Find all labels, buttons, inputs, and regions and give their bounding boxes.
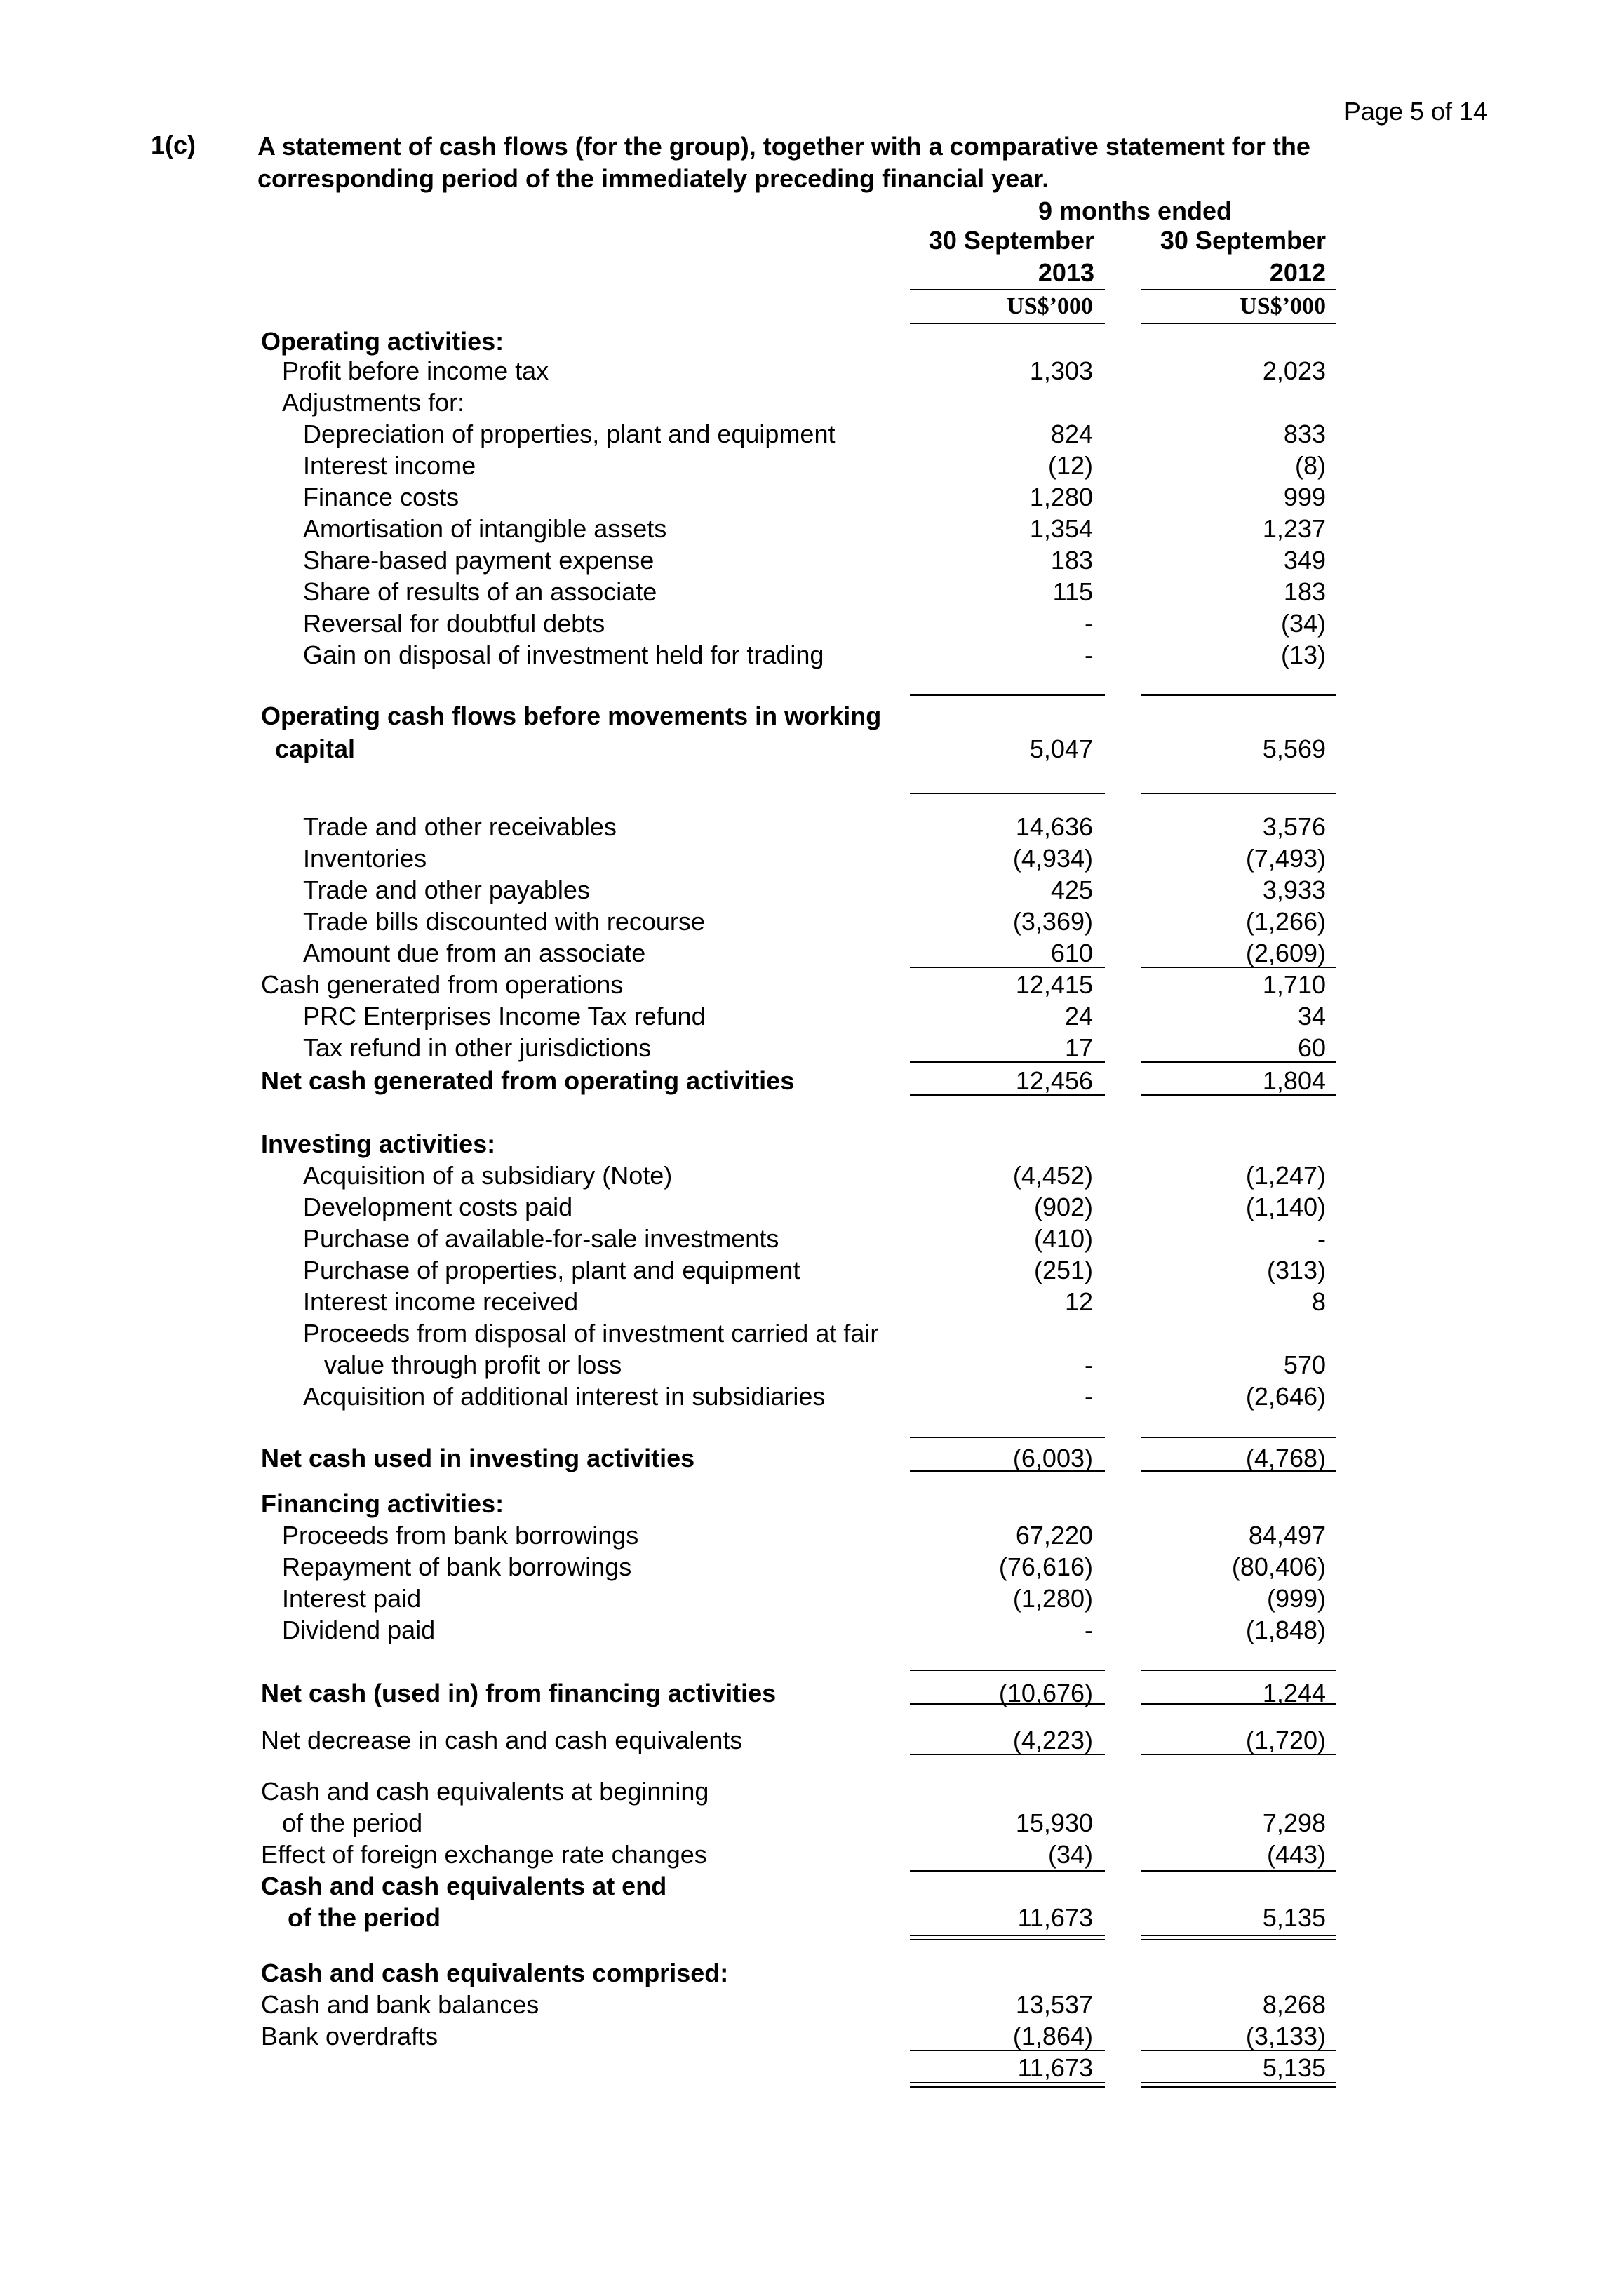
value-2013: 1,354 xyxy=(1029,514,1093,543)
value-2012: 1,244 xyxy=(1262,1679,1326,1707)
value-2012: (1,848) xyxy=(1245,1616,1326,1644)
row-label: Acquisition of a subsidiary (Note) xyxy=(303,1161,673,1190)
value-2012: 3,933 xyxy=(1262,875,1326,904)
column-2-unit: US$’000 xyxy=(1240,293,1326,319)
value-2013: (4,452) xyxy=(1012,1161,1093,1190)
value-2013: - xyxy=(1085,1382,1093,1411)
value-2012: 5,135 xyxy=(1262,2053,1326,2082)
total-rule xyxy=(910,1670,1105,1671)
value-2012: 5,569 xyxy=(1262,734,1326,763)
value-2012: 570 xyxy=(1283,1350,1326,1379)
total-rule xyxy=(910,1703,1105,1705)
column-2-date: 30 September xyxy=(1160,226,1326,255)
value-2012: (7,493) xyxy=(1245,844,1326,873)
row-label: Dividend paid xyxy=(282,1616,436,1644)
row-label: Investing activities: xyxy=(261,1129,496,1158)
double-rule xyxy=(910,1939,1105,1940)
header-rule xyxy=(1141,323,1336,324)
value-2012: 1,804 xyxy=(1262,1066,1326,1095)
total-rule xyxy=(1141,1470,1336,1472)
row-label: Finance costs xyxy=(303,483,459,511)
row-label: Effect of foreign exchange rate changes xyxy=(261,1840,707,1869)
total-rule xyxy=(1141,1703,1336,1705)
row-label: Amortisation of intangible assets xyxy=(303,514,667,543)
header-rule xyxy=(910,289,1105,290)
period-header: 9 months ended xyxy=(1038,196,1233,225)
value-2012: (313) xyxy=(1266,1256,1326,1284)
value-2012: (1,720) xyxy=(1245,1726,1326,1754)
statement-heading: A statement of cash flows (for the group), together with a comparative statement for the corresponding period of the immediately preceding financial year. xyxy=(257,132,1310,193)
row-label: Development costs paid xyxy=(303,1193,573,1221)
row-label: Inventories xyxy=(303,844,427,873)
value-2013: 183 xyxy=(1050,546,1093,575)
value-2013: - xyxy=(1085,609,1093,638)
value-2012: 5,135 xyxy=(1262,1903,1326,1932)
double-rule xyxy=(910,2086,1105,2088)
row-label: Net cash generated from operating activities xyxy=(261,1066,795,1095)
row-label: Profit before income tax xyxy=(282,356,549,385)
row-label: Trade bills discounted with recourse xyxy=(303,907,705,936)
total-rule xyxy=(910,1870,1105,1872)
double-rule xyxy=(910,1935,1105,1936)
value-2012: (2,646) xyxy=(1245,1382,1326,1411)
value-2012: 84,497 xyxy=(1248,1521,1326,1550)
value-2013: (12) xyxy=(1047,451,1093,480)
value-2012: (1,140) xyxy=(1245,1193,1326,1221)
row-label: PRC Enterprises Income Tax refund xyxy=(303,1002,706,1030)
value-2013: 115 xyxy=(1052,577,1093,606)
row-label: Tax refund in other jurisdictions xyxy=(303,1033,652,1062)
double-rule xyxy=(1141,2086,1336,2088)
value-2012: 999 xyxy=(1283,483,1326,511)
value-2012: (34) xyxy=(1280,609,1326,638)
value-2013: (410) xyxy=(1033,1224,1093,1253)
total-rule xyxy=(1141,1437,1336,1438)
row-label: Adjustments for: xyxy=(282,388,465,417)
row-label: Bank overdrafts xyxy=(261,2022,438,2050)
row-label: Operating cash flows before movements in working xyxy=(261,701,882,730)
value-2012: (8) xyxy=(1295,451,1326,480)
row-label: Interest income received xyxy=(303,1287,579,1316)
value-2012: 349 xyxy=(1283,546,1326,575)
value-2012: 7,298 xyxy=(1262,1808,1326,1837)
total-rule xyxy=(1141,1094,1336,1096)
value-2012: - xyxy=(1317,1224,1326,1253)
row-label: Operating activities: xyxy=(261,327,504,356)
total-rule xyxy=(910,2050,1105,2051)
value-2012: 34 xyxy=(1297,1002,1326,1030)
row-label: of the period xyxy=(288,1903,441,1932)
row-label: Trade and other receivables xyxy=(303,812,617,841)
value-2012: 8,268 xyxy=(1262,1990,1326,2019)
value-2013: 425 xyxy=(1050,875,1093,904)
row-label: of the period xyxy=(282,1808,423,1837)
section-number: 1(c) xyxy=(151,130,196,159)
total-rule xyxy=(1141,967,1336,968)
value-2013: (1,280) xyxy=(1012,1584,1093,1613)
value-2012: 1,710 xyxy=(1262,970,1326,999)
row-label: Amount due from an associate xyxy=(303,939,646,967)
row-label: Purchase of properties, plant and equipment xyxy=(303,1256,800,1284)
value-2013: 17 xyxy=(1064,1033,1093,1062)
value-2013: 1,280 xyxy=(1029,483,1093,511)
row-label: Cash and bank balances xyxy=(261,1990,539,2019)
total-rule xyxy=(1141,1870,1336,1872)
value-2013: (34) xyxy=(1047,1840,1093,1869)
value-2013: 5,047 xyxy=(1029,734,1093,763)
row-label: Trade and other payables xyxy=(303,875,590,904)
column-1-date: 30 September xyxy=(928,226,1094,255)
double-rule xyxy=(1141,2082,1336,2083)
total-rule xyxy=(1141,2050,1336,2051)
value-2013: 12,415 xyxy=(1015,970,1093,999)
double-rule xyxy=(910,2082,1105,2083)
total-rule xyxy=(910,1437,1105,1438)
value-2013: 24 xyxy=(1064,1002,1093,1030)
row-label: capital xyxy=(275,734,356,763)
row-label: Acquisition of additional interest in subsidiaries xyxy=(303,1382,826,1411)
column-1-unit: US$’000 xyxy=(1007,293,1093,319)
value-2013: 12 xyxy=(1064,1287,1093,1316)
value-2012: 8 xyxy=(1311,1287,1326,1316)
row-label: Interest paid xyxy=(282,1584,422,1613)
column-1-year: 2013 xyxy=(1038,258,1094,287)
value-2012: (80,406) xyxy=(1231,1552,1326,1581)
value-2013: 15,930 xyxy=(1015,1808,1093,1837)
page-number: Page 5 of 14 xyxy=(1343,97,1487,126)
double-rule xyxy=(1141,1939,1336,1940)
header-rule xyxy=(910,323,1105,324)
total-rule xyxy=(1141,1061,1336,1063)
row-label: Depreciation of properties, plant and equipment xyxy=(303,419,836,448)
total-rule xyxy=(910,1470,1105,1472)
value-2013: 11,673 xyxy=(1017,1903,1093,1932)
value-2012: (1,266) xyxy=(1245,907,1326,936)
total-rule xyxy=(1141,1754,1336,1755)
value-2012: 2,023 xyxy=(1262,356,1326,385)
header-rule xyxy=(1141,289,1336,290)
row-label: Repayment of bank borrowings xyxy=(282,1552,632,1581)
value-2012: 3,576 xyxy=(1262,812,1326,841)
total-rule xyxy=(1141,1670,1336,1671)
value-2013: 1,303 xyxy=(1029,356,1093,385)
value-2012: (443) xyxy=(1266,1840,1326,1869)
value-2013: - xyxy=(1085,1616,1093,1644)
value-2013: 824 xyxy=(1050,419,1093,448)
value-2013: (4,934) xyxy=(1012,844,1093,873)
value-2012: (13) xyxy=(1280,640,1326,669)
value-2013: (1,864) xyxy=(1012,2022,1093,2050)
total-rule xyxy=(910,1754,1105,1755)
total-rule xyxy=(1141,694,1336,696)
row-label: Net decrease in cash and cash equivalents xyxy=(261,1726,743,1754)
value-2012: 833 xyxy=(1283,419,1326,448)
row-label: Interest income xyxy=(303,451,476,480)
row-label: Net cash (used in) from financing activities xyxy=(261,1679,777,1707)
row-label: Proceeds from disposal of investment carried at fair xyxy=(303,1319,879,1348)
value-2012: (1,247) xyxy=(1245,1161,1326,1190)
value-2012: (3,133) xyxy=(1245,2022,1326,2050)
total-rule xyxy=(910,967,1105,968)
value-2013: 12,456 xyxy=(1015,1066,1093,1095)
value-2013: (76,616) xyxy=(998,1552,1093,1581)
value-2013: (10,676) xyxy=(998,1679,1093,1707)
double-rule xyxy=(1141,1935,1336,1936)
value-2012: (2,609) xyxy=(1245,939,1326,967)
value-2013: (3,369) xyxy=(1012,907,1093,936)
row-label: Financing activities: xyxy=(261,1489,504,1518)
value-2013: (251) xyxy=(1033,1256,1093,1284)
value-2013: 610 xyxy=(1050,939,1093,967)
row-label: Cash and cash equivalents comprised: xyxy=(261,1959,729,1987)
row-label: Cash and cash equivalents at beginning xyxy=(261,1777,709,1806)
total-rule xyxy=(910,793,1105,794)
value-2012: 1,237 xyxy=(1262,514,1326,543)
value-2013: (6,003) xyxy=(1012,1444,1093,1472)
row-label: Share of results of an associate xyxy=(303,577,657,606)
row-label: Reversal for doubtful debts xyxy=(303,609,605,638)
value-2013: 14,636 xyxy=(1015,812,1093,841)
total-rule xyxy=(910,1061,1105,1063)
row-label: Proceeds from bank borrowings xyxy=(282,1521,639,1550)
row-label: Share-based payment expense xyxy=(303,546,655,575)
value-2013: 13,537 xyxy=(1015,1990,1093,2019)
value-2012: (4,768) xyxy=(1245,1444,1326,1472)
row-label: Gain on disposal of investment held for trading xyxy=(303,640,824,669)
value-2013: - xyxy=(1085,640,1093,669)
row-label: Cash generated from operations xyxy=(261,970,624,999)
value-2013: (4,223) xyxy=(1012,1726,1093,1754)
column-2-year: 2012 xyxy=(1269,258,1326,287)
row-label: value through profit or loss xyxy=(324,1350,622,1379)
total-rule xyxy=(910,1094,1105,1096)
value-2013: 67,220 xyxy=(1015,1521,1093,1550)
value-2013: 11,673 xyxy=(1017,2053,1093,2082)
row-label: Cash and cash equivalents at end xyxy=(261,1872,667,1900)
row-label: Net cash used in investing activities xyxy=(261,1444,695,1472)
value-2012: 183 xyxy=(1283,577,1326,606)
total-rule xyxy=(1141,793,1336,794)
row-label: Purchase of available-for-sale investments xyxy=(303,1224,779,1253)
value-2012: 60 xyxy=(1297,1033,1326,1062)
value-2012: (999) xyxy=(1266,1584,1326,1613)
total-rule xyxy=(910,694,1105,696)
value-2013: - xyxy=(1085,1350,1093,1379)
value-2013: (902) xyxy=(1033,1193,1093,1221)
